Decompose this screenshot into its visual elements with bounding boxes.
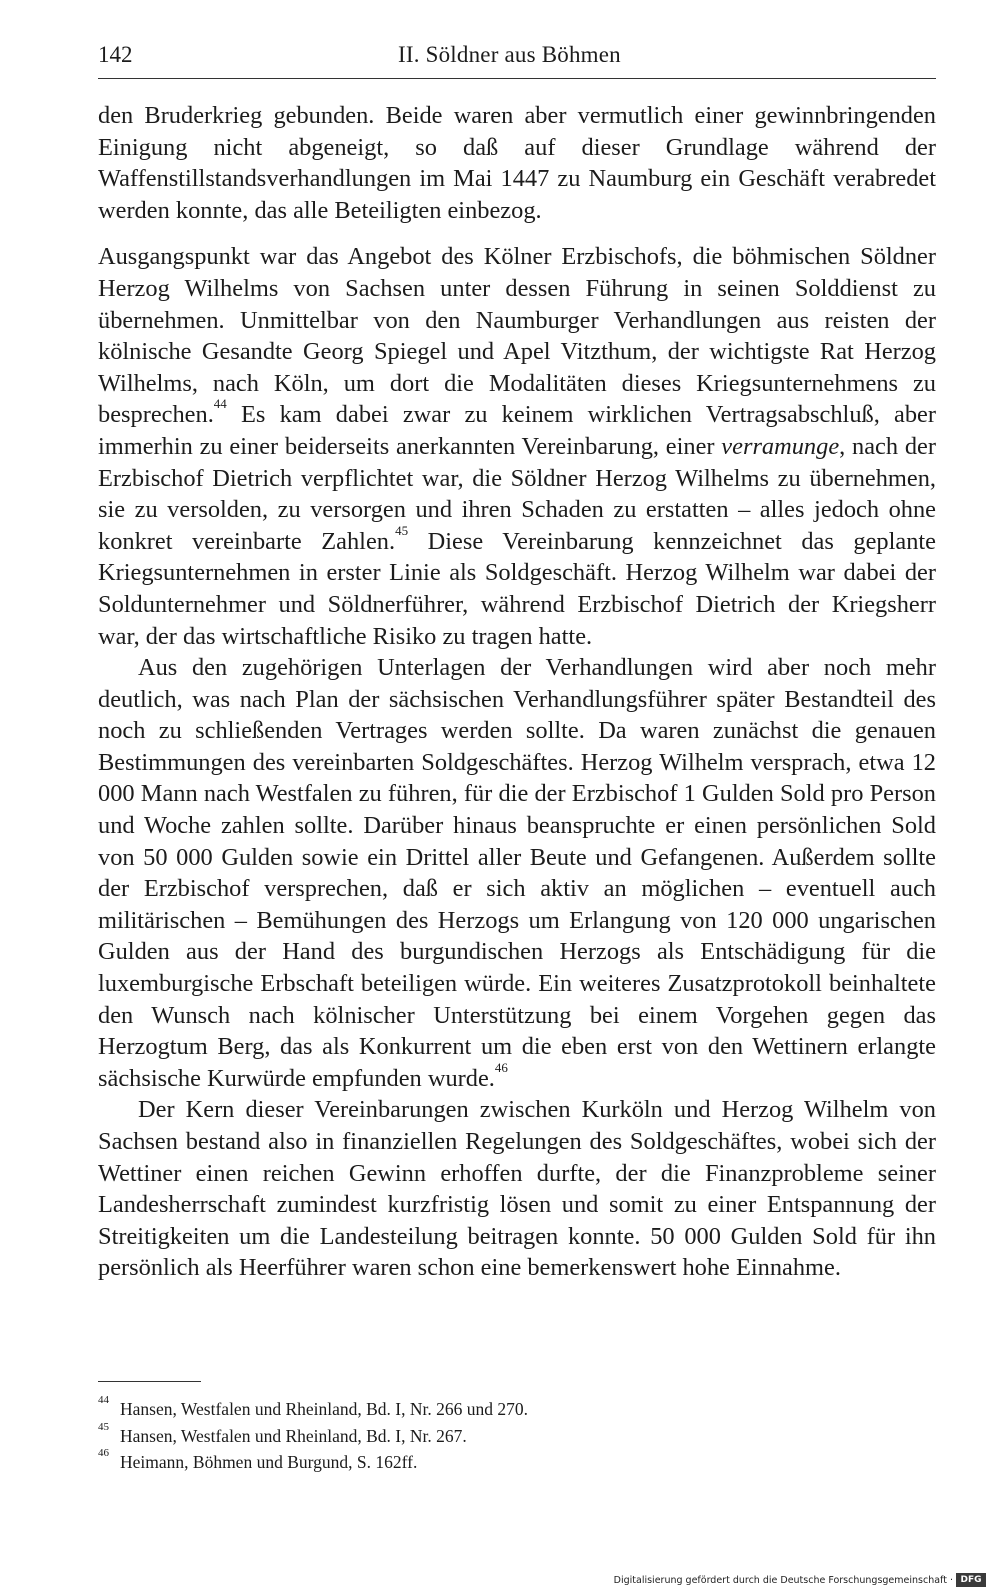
footnote <box>98 1396 936 1423</box>
footnote-mark: 44 <box>98 1394 109 1406</box>
dfg-logo: DFG <box>956 1573 986 1587</box>
footnote-reference: 45 <box>395 522 409 538</box>
paragraph <box>98 100 936 226</box>
text-run: Diese Vereinbarung kennzeichnet das geplante Kriegsunternehmen in erster Linie als Soldgeschäft. Herzog Wilhelm war dabei der Soldunternehmer und Söldnerführer, während Erzbischof Dietrich der Kriegsherr war, der das wirtschaftliche Risiko zu tragen hatte. <box>98 527 936 650</box>
footnote-text: Heimann, Böhmen und Burgund, S. 162ff. <box>120 1452 418 1472</box>
footnote-mark: 45 <box>98 1420 109 1433</box>
text-run: , nach der Erzbischof Dietrich verpflichtet war, die Söldner Herzog Wilhelms zu übernehmen, sie zu versolden, zu versorgen und ihren Schaden zu erstatten – alles jedoch ohne konkret vereinbarte Zahlen. <box>98 432 936 555</box>
paragraph <box>98 241 936 652</box>
footnote-text: Hansen, Westfalen und Rheinland, Bd. I, Nr. 266 und 270. <box>120 1399 529 1419</box>
text-run: Ausgangspunkt war das Angebot des Kölner Erzbischofs, die böhmischen Söldner Herzog Wilhelms von Sachsen unter dessen Führung in seinen Solddienst zu übernehmen. Unmittelbar von den Naumburger Verhandlungen aus reisten der kölnische Gesandte Georg Spiegel und Apel Vitzthum, der wichtigste Rat Herzog Wilhelms, nach Köln, um dort die Modalitäten dieses Kriegsunternehmens zu besprechen. <box>98 243 936 429</box>
paragraph <box>98 1094 936 1284</box>
digitization-credit: Digitalisierung gefördert durch die Deutsche Forschungsgemeinschaft · <box>613 1575 953 1586</box>
footnote-divider <box>98 1381 201 1382</box>
footnote <box>98 1420 936 1450</box>
italic-term: verramunge <box>721 432 840 460</box>
text-run: Aus den zugehörigen Unterlagen der Verhandlungen wird aber noch mehr deutlich, was nach Plan der sächsischen Verhandlungsführer später Bestandteil des noch zu schließenden Vertrages werden sollte. Da waren zunächst die genauen Bestimmungen des vereinbarten Soldgeschäftes. Herzog Wilhelm versprach, etwa 12 000 Mann nach Westfalen zu führen, für die der Erzbischof 1 Gulden Sold pro Person und Woche zahlen sollte. Darüber hinaus beanspruchte er einen persönlichen Sold von 50 000 Gulden sowie ein Drittel aller Beute und Gefangenen. Außerdem sollte der Erzbischof versprechen, daß er sich aktiv an möglichen – eventuell auch militärischen – Bemühungen des Herzogs um Erlangung von 120 000 ungarischen Gulden aus der Hand des burgundischen Herzogs als Entschädigung für die luxemburgische Erbschaft beteiligen würde. Ein weiteres Zusatzprotokoll beinhaltete den Wunsch nach kölnischer Unterstützung bei einem Vorgehen gegen das Herzogtum Berg, das als Konkurrent um die eben erst von den Wettinern erlangte sächsische Kurwürde empfunden wurde. <box>98 654 936 1092</box>
footnote-reference: 46 <box>494 1059 508 1075</box>
footnote-text: Hansen, Westfalen und Rheinland, Bd. I, Nr. 267. <box>120 1425 467 1446</box>
running-head-title: II. Söldner aus Böhmen <box>398 42 621 67</box>
text-run: den Bruderkrieg gebunden. Beide waren aber vermutlich einer gewinnbringenden Einigung nicht abgeneigt, so daß auf dieser Grundlage während der Waffenstillstandsverhandlungen im Mai 1447 zu Naumburg ein Geschäft verabredet werden konnte, das alle Beteiligten einbezog. <box>98 102 936 224</box>
footnote-mark: 46 <box>98 1447 109 1459</box>
body-text <box>98 100 936 1284</box>
footnote <box>98 1449 936 1476</box>
text-run: Der Kern dieser Vereinbarungen zwischen Kurköln und Herzog Wilhelm von Sachsen bestand also in finanziellen Regelungen des Soldgeschäftes, wobei sich der Wettiner einen reichen Gewinn erhoffen durfte, der die Finanzprobleme seiner Landesherrschaft zumindest kurzfristig lösen und somit zu einer Entspannung der Streitigkeiten um die Landesteilung beitragen konnte. 50 000 Gulden Sold für ihn persönlich als Heerführer waren schon eine bemerkenswert hohe Einnahme. <box>98 1096 936 1282</box>
page-number: 142 <box>98 42 133 67</box>
text-run: Es kam dabei zwar zu keinem wirklichen Vertragsabschluß, aber immerhin zu einer beiderseits anerkannten Vereinbarung, einer <box>98 401 936 460</box>
footnotes <box>98 1396 936 1476</box>
footnote-reference: 44 <box>213 396 227 412</box>
running-header <box>98 38 936 79</box>
paragraph <box>98 652 936 1094</box>
